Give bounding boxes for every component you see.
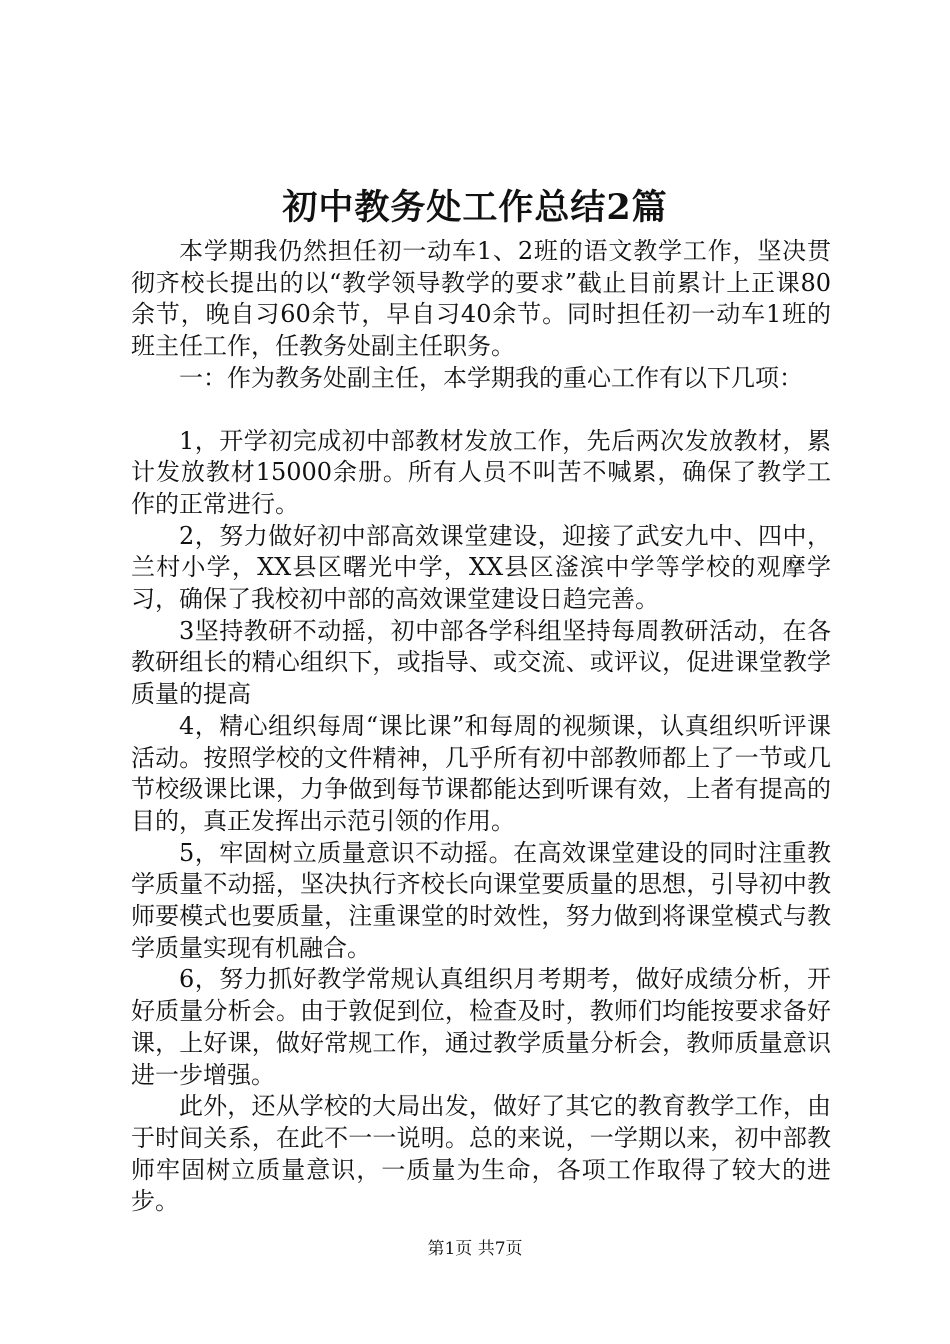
paragraph-item-5: 5，牢固树立质量意识不动摇。在高效课堂建设的同时注重教学质量不动摇，坚决执行齐校长向课堂要质量的思想，引导初中教师要模式也要质量，注重课堂的时效性，努力做到将课堂模式与教学质量实现有机融合。 <box>131 838 831 962</box>
page-footer: 第1页 共7页 <box>427 1239 523 1259</box>
paragraph-section-heading: 一：作为教务处副主任，本学期我的重心工作有以下几项： <box>179 363 803 392</box>
paragraph-conclusion: 此外，还从学校的大局出发，做好了其它的教育教学工作，由于时间关系，在此不一一说明。总的来说，一学期以来，初中部教师牢固树立质量意识，一质量为生命，各项工作取得了较大的进步。 <box>131 1092 831 1216</box>
paragraph-item-3: 3坚持教研不动摇，初中部各学科组坚持每周教研活动，在各教研组长的精心组织下，或指导、或交流、或评议，促进课堂教学质量的提高 <box>131 616 831 709</box>
paragraph-item-2: 2，努力做好初中部高效课堂建设，迎接了武安九中、四中，兰村小学，XX县区曙光中学，XX县区滏滨中学等学校的观摩学习，确保了我校初中部的高效课堂建设日趋完善。 <box>131 521 831 614</box>
document-body <box>131 236 831 1218</box>
document-title: 初中教务处工作总结2篇 <box>282 187 668 228</box>
paragraph-intro: 本学期我仍然担任初一动车1、2班的语文教学工作，坚决贯彻齐校长提出的以“教学领导教学的要求”截止目前累计上正课80余节，晚自习60余节，早自习40余节。同时担任初一动车1班的班主任工作，任教务处副主任职务。 <box>131 237 831 361</box>
paragraph-item-4: 4，精心组织每周“课比课”和每周的视频课，认真组织听评课活动。按照学校的文件精神，几乎所有初中部教师都上了一节或几节校级课比课，力争做到每节课都能达到听课有效，上者有提高的目的，真正发挥出示范引领的作用。 <box>131 711 831 835</box>
paragraph-item-6: 6，努力抓好教学常规认真组织月考期考，做好成绩分析，开好质量分析会。由于敦促到位，检查及时，教师们均能按要求备好课，上好课，做好常规工作，通过教学质量分析会，教师质量意识进一步增强。 <box>131 965 831 1089</box>
paragraph-item-1: 1，开学初完成初中部教材发放工作，先后两次发放教材，累计发放教材15000余册。所有人员不叫苦不喊累，确保了教学工作的正常进行。 <box>131 426 831 518</box>
